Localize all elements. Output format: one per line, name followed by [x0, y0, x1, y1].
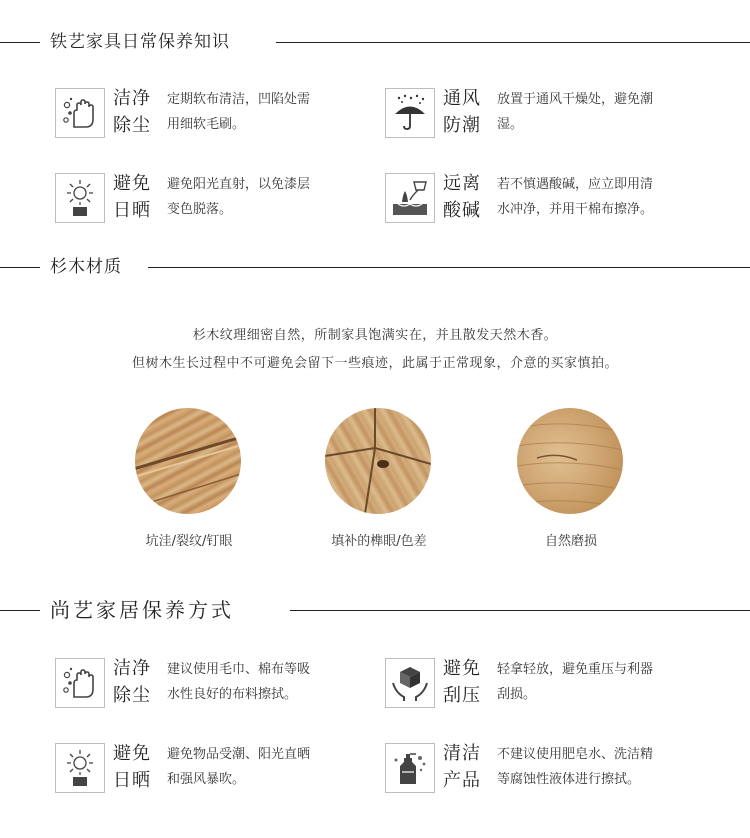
section-title: 铁艺家具日常保养知识 [44, 30, 236, 54]
header-line-right [290, 610, 750, 611]
tip-heading: 清洁 产品 [443, 743, 481, 791]
umbrella-rain-icon [385, 88, 435, 138]
tip-avoid-pressure [385, 655, 715, 711]
header-line-left [0, 42, 40, 43]
wood-caption-cracks: 坑洼/裂纹/钉眼 [145, 534, 233, 549]
tip-heading: 远离 酸碱 [443, 173, 481, 221]
tip-heading: 洁净 除尘 [113, 88, 151, 136]
tip-avoid-sun [55, 170, 385, 226]
section-header-iron-care [0, 30, 750, 54]
tip-description: 避免物品受潮、阳光直晒 和强风暴吹。 [167, 747, 311, 787]
tip-heading: 避免 日晒 [113, 743, 151, 791]
wood-sample-patched [325, 408, 431, 514]
hand-wipe-icon [55, 88, 105, 138]
tip-heading: 通风 防潮 [443, 88, 481, 136]
tip-clean-dust [55, 85, 385, 141]
wood-sample-worn [517, 408, 623, 514]
tip-description: 轻拿轻放，避免重压与利器 刮损。 [497, 662, 654, 702]
tip-heading: 避免 日晒 [113, 173, 151, 221]
acid-splash-icon [385, 173, 435, 223]
tip-clean-dust-2 [55, 655, 385, 711]
tip-ventilate [385, 85, 715, 141]
section-title: 尚艺家居保养方式 [44, 598, 240, 622]
hand-wipe-icon [55, 658, 105, 708]
tip-description: 建议使用毛巾、棉布等吸 水性良好的布料擦拭。 [167, 662, 311, 702]
box-hands-icon [385, 658, 435, 708]
material-intro-line-2: 但树木生长过程中不可避免会留下一些痕迹，此属于正常现象，介意的买家慎拍。 [131, 356, 618, 371]
tip-description: 避免阳光直射，以免漆层 变色脱落。 [167, 177, 311, 217]
wood-sample-cracks [135, 408, 241, 514]
section-header-shangyi-care [0, 598, 750, 622]
tip-heading: 洁净 除尘 [113, 658, 151, 706]
tip-description: 放置于通风干燥处，避免潮 湿。 [497, 92, 654, 132]
tip-cleaning-products [385, 740, 715, 796]
tip-description: 不建议使用肥皂水、洗洁精 等腐蚀性液体进行擦拭。 [497, 747, 654, 787]
header-line-left [0, 267, 40, 268]
tip-heading: 避免 刮压 [443, 658, 481, 706]
sun-icon [55, 173, 105, 223]
material-intro-line-1: 杉木纹理细密自然，所制家具饱满实在，并且散发天然木香。 [192, 328, 558, 343]
tip-description: 若不慎遇酸碱，应立即用清 水冲净，并用干棉布擦净。 [497, 177, 654, 217]
wood-caption-worn: 自然磨损 [544, 534, 597, 549]
section-title: 杉木材质 [44, 255, 128, 279]
tip-avoid-acid [385, 170, 715, 226]
tip-avoid-sun-2 [55, 740, 385, 796]
wood-caption-patched: 填补的榫眼/色差 [331, 534, 427, 549]
header-line-right [148, 267, 750, 268]
sun-icon [55, 743, 105, 793]
header-line-left [0, 610, 40, 611]
cleaner-bottle-icon [385, 743, 435, 793]
tip-description: 定期软布清洁，凹陷处需 用细软毛刷。 [167, 92, 311, 132]
section-header-fir-wood [0, 255, 750, 279]
header-line-right [276, 42, 750, 43]
